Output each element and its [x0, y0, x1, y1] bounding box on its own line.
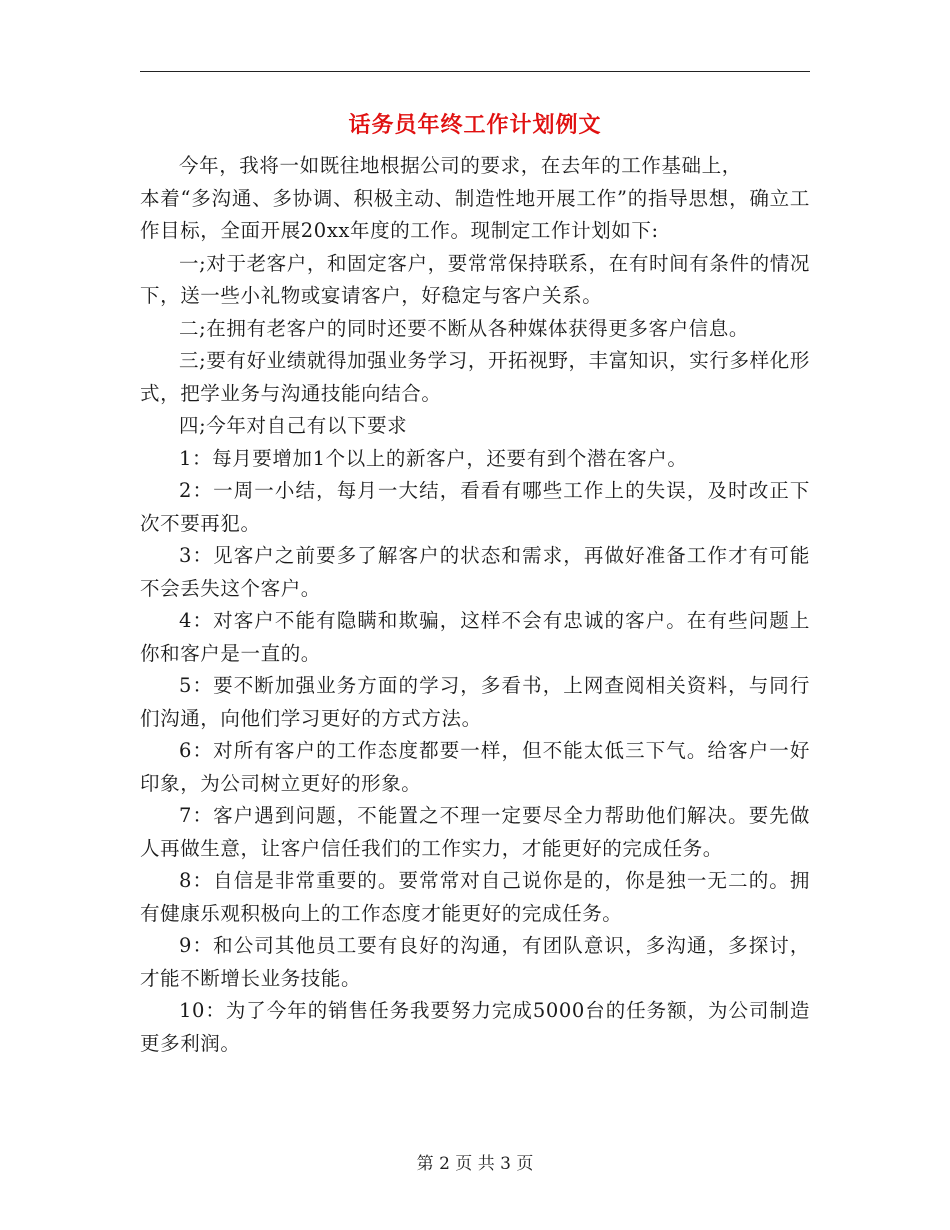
- page-number-footer: 第 2 页 共 3 页: [416, 1154, 534, 1174]
- requirement-3: 3：见客户之前要多了解客户的状态和需求，再做好准备工作才有可能不会丢失这个客户。: [140, 544, 810, 600]
- requirement-9: 9：和公司其他员工要有良好的沟通，有团队意识，多沟通，多探讨，才能不断增长业务技能。: [140, 934, 810, 990]
- paragraph-item-2: 二;在拥有老客户的同时还要不断从各种媒体获得更多客户信息。: [179, 316, 749, 340]
- requirement-10: 10：为了今年的销售任务我要努力完成5000台的任务额，为公司制造更多利润。: [140, 999, 810, 1055]
- paragraph-item-3: 三;要有好业绩就得加强业务学习，开拓视野，丰富知识，实行多样化形式，把学业务与沟通技能向结合。: [140, 349, 810, 405]
- requirement-1: 1：每月要增加1个以上的新客户，还要有到个潜在客户。: [179, 446, 688, 470]
- requirement-7: 7：客户遇到问题，不能置之不理一定要尽全力帮助他们解决。要先做人再做生意，让客户信任我们的工作实力，才能更好的完成任务。: [140, 804, 810, 860]
- document-body: [140, 150, 810, 1060]
- requirement-8: 8：自信是非常重要的。要常常对自己说你是的，你是独一无二的。拥有健康乐观积极向上的工作态度才能更好的完成任务。: [140, 869, 810, 925]
- requirement-2: 2：一周一小结，每月一大结，看看有哪些工作上的失误，及时改正下次不要再犯。: [140, 479, 810, 535]
- requirement-6: 6：对所有客户的工作态度都要一样，但不能太低三下气。给客户一好印象，为公司树立更好的形象。: [140, 739, 810, 795]
- requirement-4: 4：对客户不能有隐瞒和欺骗，这样不会有忠诚的客户。在有些问题上你和客户是一直的。: [140, 609, 810, 665]
- document-title: 话务员年终工作计划例文: [348, 112, 602, 138]
- requirement-5: 5：要不断加强业务方面的学习，多看书，上网查阅相关资料，与同行们沟通，向他们学习更好的方式方法。: [140, 674, 810, 730]
- paragraph-item-4: 四;今年对自己有以下要求: [179, 414, 408, 437]
- header-rule: [140, 71, 810, 72]
- paragraph-item-1: 一;对于老客户，和固定客户，要常常保持联系，在有时间有条件的情况下，送一些小礼物或宴请客户，好稳定与客户关系。: [140, 251, 810, 307]
- paragraph-intro: 今年，我将一如既往地根据公司的要求，在去年的工作基础上， 本着“多沟通、多协调、积极主动、制造性地开展工作”的指导思想，确立工作目标，全面开展20xx年度的工作。现制定工作计划如下:: [140, 154, 810, 242]
